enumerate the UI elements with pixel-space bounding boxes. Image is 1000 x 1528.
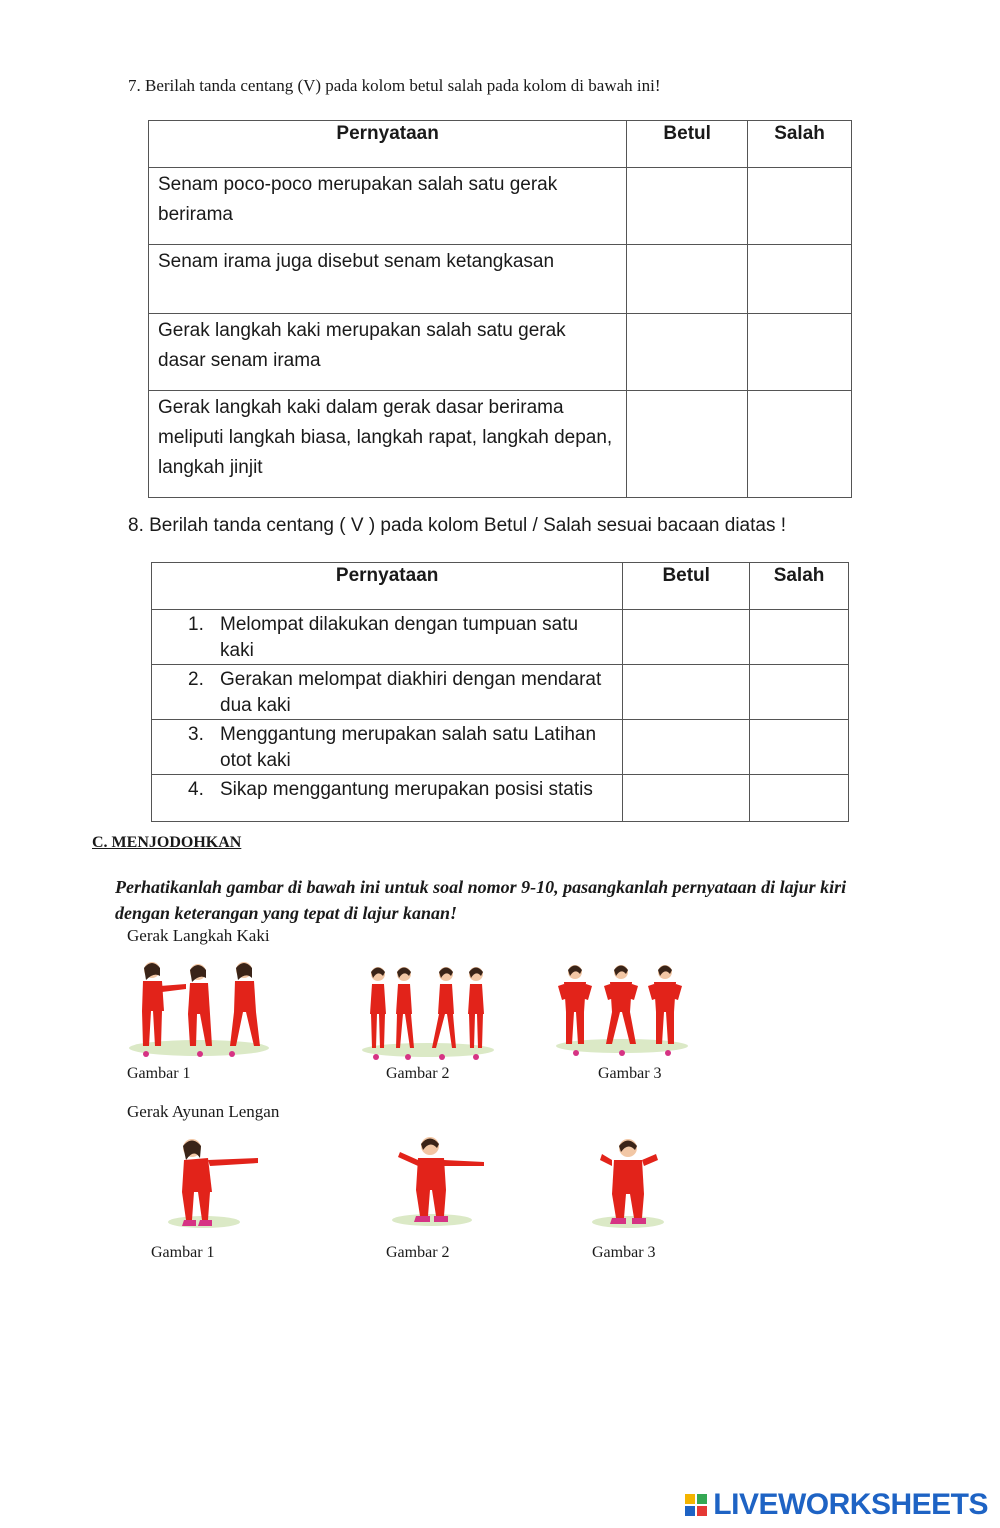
- q7-title: 7. Berilah tanda centang (V) pada kolom betul salah pada kolom di bawah ini!: [128, 76, 661, 95]
- item-number: 2.: [188, 669, 204, 690]
- ayunan-figure-3: [590, 1134, 670, 1230]
- statement-text: Melompat dilakukan dengan tumpuan satu kaki: [220, 614, 579, 661]
- section-c-title: C. MENJODOHKAN: [92, 834, 242, 851]
- false-checkbox-cell[interactable]: [748, 391, 852, 498]
- langkah-figure-1: [124, 956, 274, 1064]
- q7-header-statement: Pernyataan: [149, 121, 627, 168]
- false-checkbox-cell[interactable]: [750, 775, 849, 822]
- ayunan-caption-2: Gambar 2: [386, 1244, 450, 1261]
- ayunan-figure-2: [388, 1130, 488, 1230]
- statement-text: Gerakan melompat diakhiri dengan mendarat dua kaki: [220, 669, 602, 716]
- table-row: [152, 775, 849, 822]
- langkah-caption-2: Gambar 2: [386, 1065, 450, 1082]
- true-checkbox-cell[interactable]: [623, 665, 750, 720]
- statement-text: Gerak langkah kaki dalam gerak dasar berirama meliputi langkah biasa, langkah rapat, langkah depan, langkah jinjit: [158, 397, 613, 478]
- false-checkbox-cell[interactable]: [750, 720, 849, 775]
- langkah-figure-2: [358, 958, 498, 1064]
- watermark-text: LIVEWORKSHEETS: [713, 1488, 988, 1521]
- liveworksheets-watermark: [685, 1488, 988, 1522]
- table-row: [149, 168, 852, 245]
- table-row: [149, 391, 852, 498]
- langkah-caption-1: Gambar 1: [127, 1065, 191, 1082]
- statement-text: Senam irama juga disebut senam ketangkasan: [158, 251, 555, 272]
- true-checkbox-cell[interactable]: [627, 245, 748, 314]
- false-checkbox-cell[interactable]: [748, 245, 852, 314]
- true-checkbox-cell[interactable]: [623, 610, 750, 665]
- q8-header-false: Salah: [750, 563, 849, 610]
- section-c-instruction: Perhatikanlah gambar di bawah ini untuk soal nomor 9-10, pasangkanlah pernyataan di lajur kiri dengan keterangan yang tepat di lajur kanan!: [115, 877, 847, 923]
- ayunan-title: Gerak Ayunan Lengan: [127, 1102, 280, 1121]
- item-number: 4.: [188, 779, 204, 800]
- table-row: [149, 314, 852, 391]
- liveworksheets-logo-icon: [685, 1494, 707, 1516]
- q7-table: [148, 120, 852, 498]
- q8-table: [151, 562, 849, 822]
- true-checkbox-cell[interactable]: [627, 391, 748, 498]
- statement-text: Menggantung merupakan salah satu Latihan otot kaki: [220, 724, 597, 771]
- item-number: 1.: [188, 614, 204, 635]
- true-checkbox-cell[interactable]: [627, 168, 748, 245]
- langkah-figure-3: [552, 958, 692, 1062]
- q8-header-row: [152, 563, 849, 610]
- q8-title: 8. Berilah tanda centang ( V ) pada kolom Betul / Salah sesuai bacaan diatas !: [128, 515, 787, 536]
- table-row: [152, 665, 849, 720]
- q8-header-true: Betul: [623, 563, 750, 610]
- ayunan-caption-3: Gambar 3: [592, 1244, 656, 1261]
- false-checkbox-cell[interactable]: [750, 610, 849, 665]
- ayunan-caption-1: Gambar 1: [151, 1244, 215, 1261]
- item-number: 3.: [188, 724, 204, 745]
- q7-header-false: Salah: [748, 121, 852, 168]
- girl-figure: [142, 962, 186, 1046]
- langkah-title: Gerak Langkah Kaki: [127, 926, 270, 945]
- true-checkbox-cell[interactable]: [623, 775, 750, 822]
- table-row: [152, 610, 849, 665]
- false-checkbox-cell[interactable]: [748, 314, 852, 391]
- statement-text: Gerak langkah kaki merupakan salah satu gerak dasar senam irama: [158, 320, 566, 371]
- table-row: [152, 720, 849, 775]
- table-row: [149, 245, 852, 314]
- langkah-caption-3: Gambar 3: [598, 1065, 662, 1082]
- false-checkbox-cell[interactable]: [750, 665, 849, 720]
- statement-text: Senam poco-poco merupakan salah satu gerak berirama: [158, 174, 558, 225]
- q7-header-true: Betul: [627, 121, 748, 168]
- true-checkbox-cell[interactable]: [623, 720, 750, 775]
- q8-header-statement: Pernyataan: [152, 563, 623, 610]
- true-checkbox-cell[interactable]: [627, 314, 748, 391]
- ayunan-figure-1: [164, 1134, 264, 1230]
- false-checkbox-cell[interactable]: [748, 168, 852, 245]
- statement-text: Sikap menggantung merupakan posisi statis: [220, 779, 593, 800]
- q7-header-row: [149, 121, 852, 168]
